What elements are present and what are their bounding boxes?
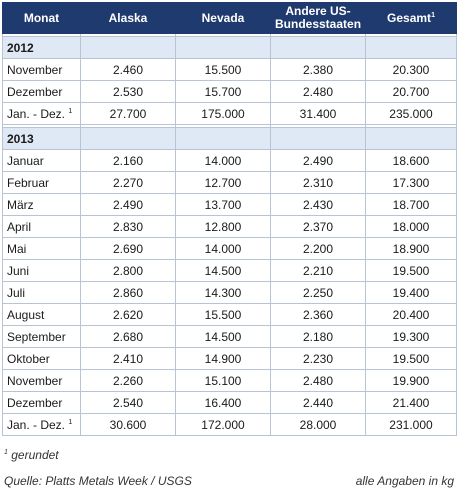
andere-cell: 2.310	[271, 172, 366, 194]
gesamt-total-cell: 231.000	[366, 414, 457, 436]
year-empty-cell	[271, 128, 366, 150]
header-andere	[271, 3, 366, 34]
header-gesamt-footnote-mark: 1	[431, 11, 435, 19]
table-row	[3, 194, 457, 216]
gesamt-cell: 19.500	[366, 260, 457, 282]
month-cell: Dezember	[3, 392, 81, 414]
header-alaska: Alaska	[81, 3, 176, 34]
header-gesamt	[366, 3, 457, 34]
nevada-cell: 12.700	[176, 172, 271, 194]
andere-total-cell: 31.400	[271, 103, 366, 125]
month-cell: Februar	[3, 172, 81, 194]
andere-cell: 2.480	[271, 370, 366, 392]
footnote-mark: 1	[4, 449, 8, 456]
gesamt-cell: 18.700	[366, 194, 457, 216]
unit-note: alle Angaben in kg	[355, 474, 454, 488]
total-footnote-mark: 1	[68, 418, 73, 426]
table-row	[3, 304, 457, 326]
year-row	[3, 128, 457, 150]
total-footnote-mark: 1	[68, 107, 73, 115]
nevada-cell: 15.500	[176, 59, 271, 81]
month-cell: März	[3, 194, 81, 216]
nevada-cell: 14.500	[176, 326, 271, 348]
gesamt-cell: 20.400	[366, 304, 457, 326]
andere-cell: 2.200	[271, 238, 366, 260]
year-empty-cell	[366, 128, 457, 150]
month-cell: Januar	[3, 150, 81, 172]
header-nevada: Nevada	[176, 3, 271, 34]
nevada-cell: 15.700	[176, 81, 271, 103]
alaska-cell: 2.460	[81, 59, 176, 81]
month-cell: Mai	[3, 238, 81, 260]
footnote-text: gerundet	[11, 448, 59, 462]
year-empty-cell	[366, 37, 457, 59]
andere-total-cell: 28.000	[271, 414, 366, 436]
header-gesamt-label: Gesamt	[387, 10, 432, 25]
gesamt-total-cell: 235.000	[366, 103, 457, 125]
total-label-cell	[3, 414, 81, 436]
year-empty-cell	[176, 37, 271, 59]
gesamt-cell: 18.000	[366, 216, 457, 238]
gold-production-table-container	[2, 2, 456, 436]
nevada-total-cell: 175.000	[176, 103, 271, 125]
table-row	[3, 238, 457, 260]
nevada-cell: 12.800	[176, 216, 271, 238]
header-andere-line2: Bundesstaaten	[275, 17, 362, 31]
total-row	[3, 414, 457, 436]
month-cell: Juli	[3, 282, 81, 304]
alaska-cell: 2.270	[81, 172, 176, 194]
andere-cell: 2.210	[271, 260, 366, 282]
month-cell: November	[3, 370, 81, 392]
nevada-cell: 14.000	[176, 150, 271, 172]
alaska-cell: 2.260	[81, 370, 176, 392]
gesamt-cell: 19.500	[366, 348, 457, 370]
alaska-cell: 2.690	[81, 238, 176, 260]
table-row	[3, 392, 457, 414]
month-cell: April	[3, 216, 81, 238]
nevada-cell: 15.100	[176, 370, 271, 392]
table-row	[3, 150, 457, 172]
gesamt-cell: 19.300	[366, 326, 457, 348]
gesamt-cell: 18.600	[366, 150, 457, 172]
table-row	[3, 370, 457, 392]
alaska-total-cell: 30.600	[81, 414, 176, 436]
month-cell: August	[3, 304, 81, 326]
table-row	[3, 172, 457, 194]
nevada-cell: 15.500	[176, 304, 271, 326]
month-cell: September	[3, 326, 81, 348]
alaska-total-cell: 27.700	[81, 103, 176, 125]
alaska-cell: 2.540	[81, 392, 176, 414]
month-cell: Juni	[3, 260, 81, 282]
gesamt-cell: 19.900	[366, 370, 457, 392]
year-empty-cell	[271, 37, 366, 59]
andere-cell: 2.440	[271, 392, 366, 414]
andere-cell: 2.370	[271, 216, 366, 238]
alaska-cell: 2.490	[81, 194, 176, 216]
alaska-cell: 2.830	[81, 216, 176, 238]
total-label-cell	[3, 103, 81, 125]
gesamt-cell: 19.400	[366, 282, 457, 304]
nevada-cell: 13.700	[176, 194, 271, 216]
nevada-cell: 14.300	[176, 282, 271, 304]
year-label: 2012	[3, 37, 81, 59]
andere-cell: 2.230	[271, 348, 366, 370]
andere-cell: 2.430	[271, 194, 366, 216]
andere-cell: 2.380	[271, 59, 366, 81]
total-row	[3, 103, 457, 125]
year-empty-cell	[81, 37, 176, 59]
andere-cell: 2.490	[271, 150, 366, 172]
year-row	[3, 37, 457, 59]
alaska-cell: 2.410	[81, 348, 176, 370]
alaska-cell: 2.860	[81, 282, 176, 304]
source-note: Quelle: Platts Metals Week / USGS	[4, 474, 192, 488]
nevada-cell: 14.500	[176, 260, 271, 282]
gesamt-cell: 17.300	[366, 172, 457, 194]
andere-cell: 2.360	[271, 304, 366, 326]
month-cell: Oktober	[3, 348, 81, 370]
alaska-cell: 2.530	[81, 81, 176, 103]
table-row	[3, 326, 457, 348]
gesamt-cell: 18.900	[366, 238, 457, 260]
table-row	[3, 260, 457, 282]
table-row	[3, 216, 457, 238]
footnote	[4, 448, 59, 462]
year-empty-cell	[176, 128, 271, 150]
table-row	[3, 81, 457, 103]
andere-cell: 2.250	[271, 282, 366, 304]
month-cell: Dezember	[3, 81, 81, 103]
total-label: Jan. - Dez.	[7, 106, 66, 121]
alaska-cell: 2.680	[81, 326, 176, 348]
total-label: Jan. - Dez.	[7, 417, 66, 432]
year-label: 2013	[3, 128, 81, 150]
table-header-row	[3, 3, 457, 34]
alaska-cell: 2.160	[81, 150, 176, 172]
header-monat: Monat	[3, 3, 81, 34]
table-row	[3, 348, 457, 370]
table-row	[3, 59, 457, 81]
gesamt-cell: 21.400	[366, 392, 457, 414]
table-body	[3, 34, 457, 436]
year-empty-cell	[81, 128, 176, 150]
gesamt-cell: 20.300	[366, 59, 457, 81]
nevada-cell: 16.400	[176, 392, 271, 414]
month-cell: November	[3, 59, 81, 81]
gold-production-table	[2, 2, 457, 436]
alaska-cell: 2.800	[81, 260, 176, 282]
andere-cell: 2.480	[271, 81, 366, 103]
header-andere-line1: Andere US-	[285, 4, 351, 18]
table-row	[3, 282, 457, 304]
gesamt-cell: 20.700	[366, 81, 457, 103]
nevada-cell: 14.000	[176, 238, 271, 260]
nevada-total-cell: 172.000	[176, 414, 271, 436]
nevada-cell: 14.900	[176, 348, 271, 370]
alaska-cell: 2.620	[81, 304, 176, 326]
andere-cell: 2.180	[271, 326, 366, 348]
